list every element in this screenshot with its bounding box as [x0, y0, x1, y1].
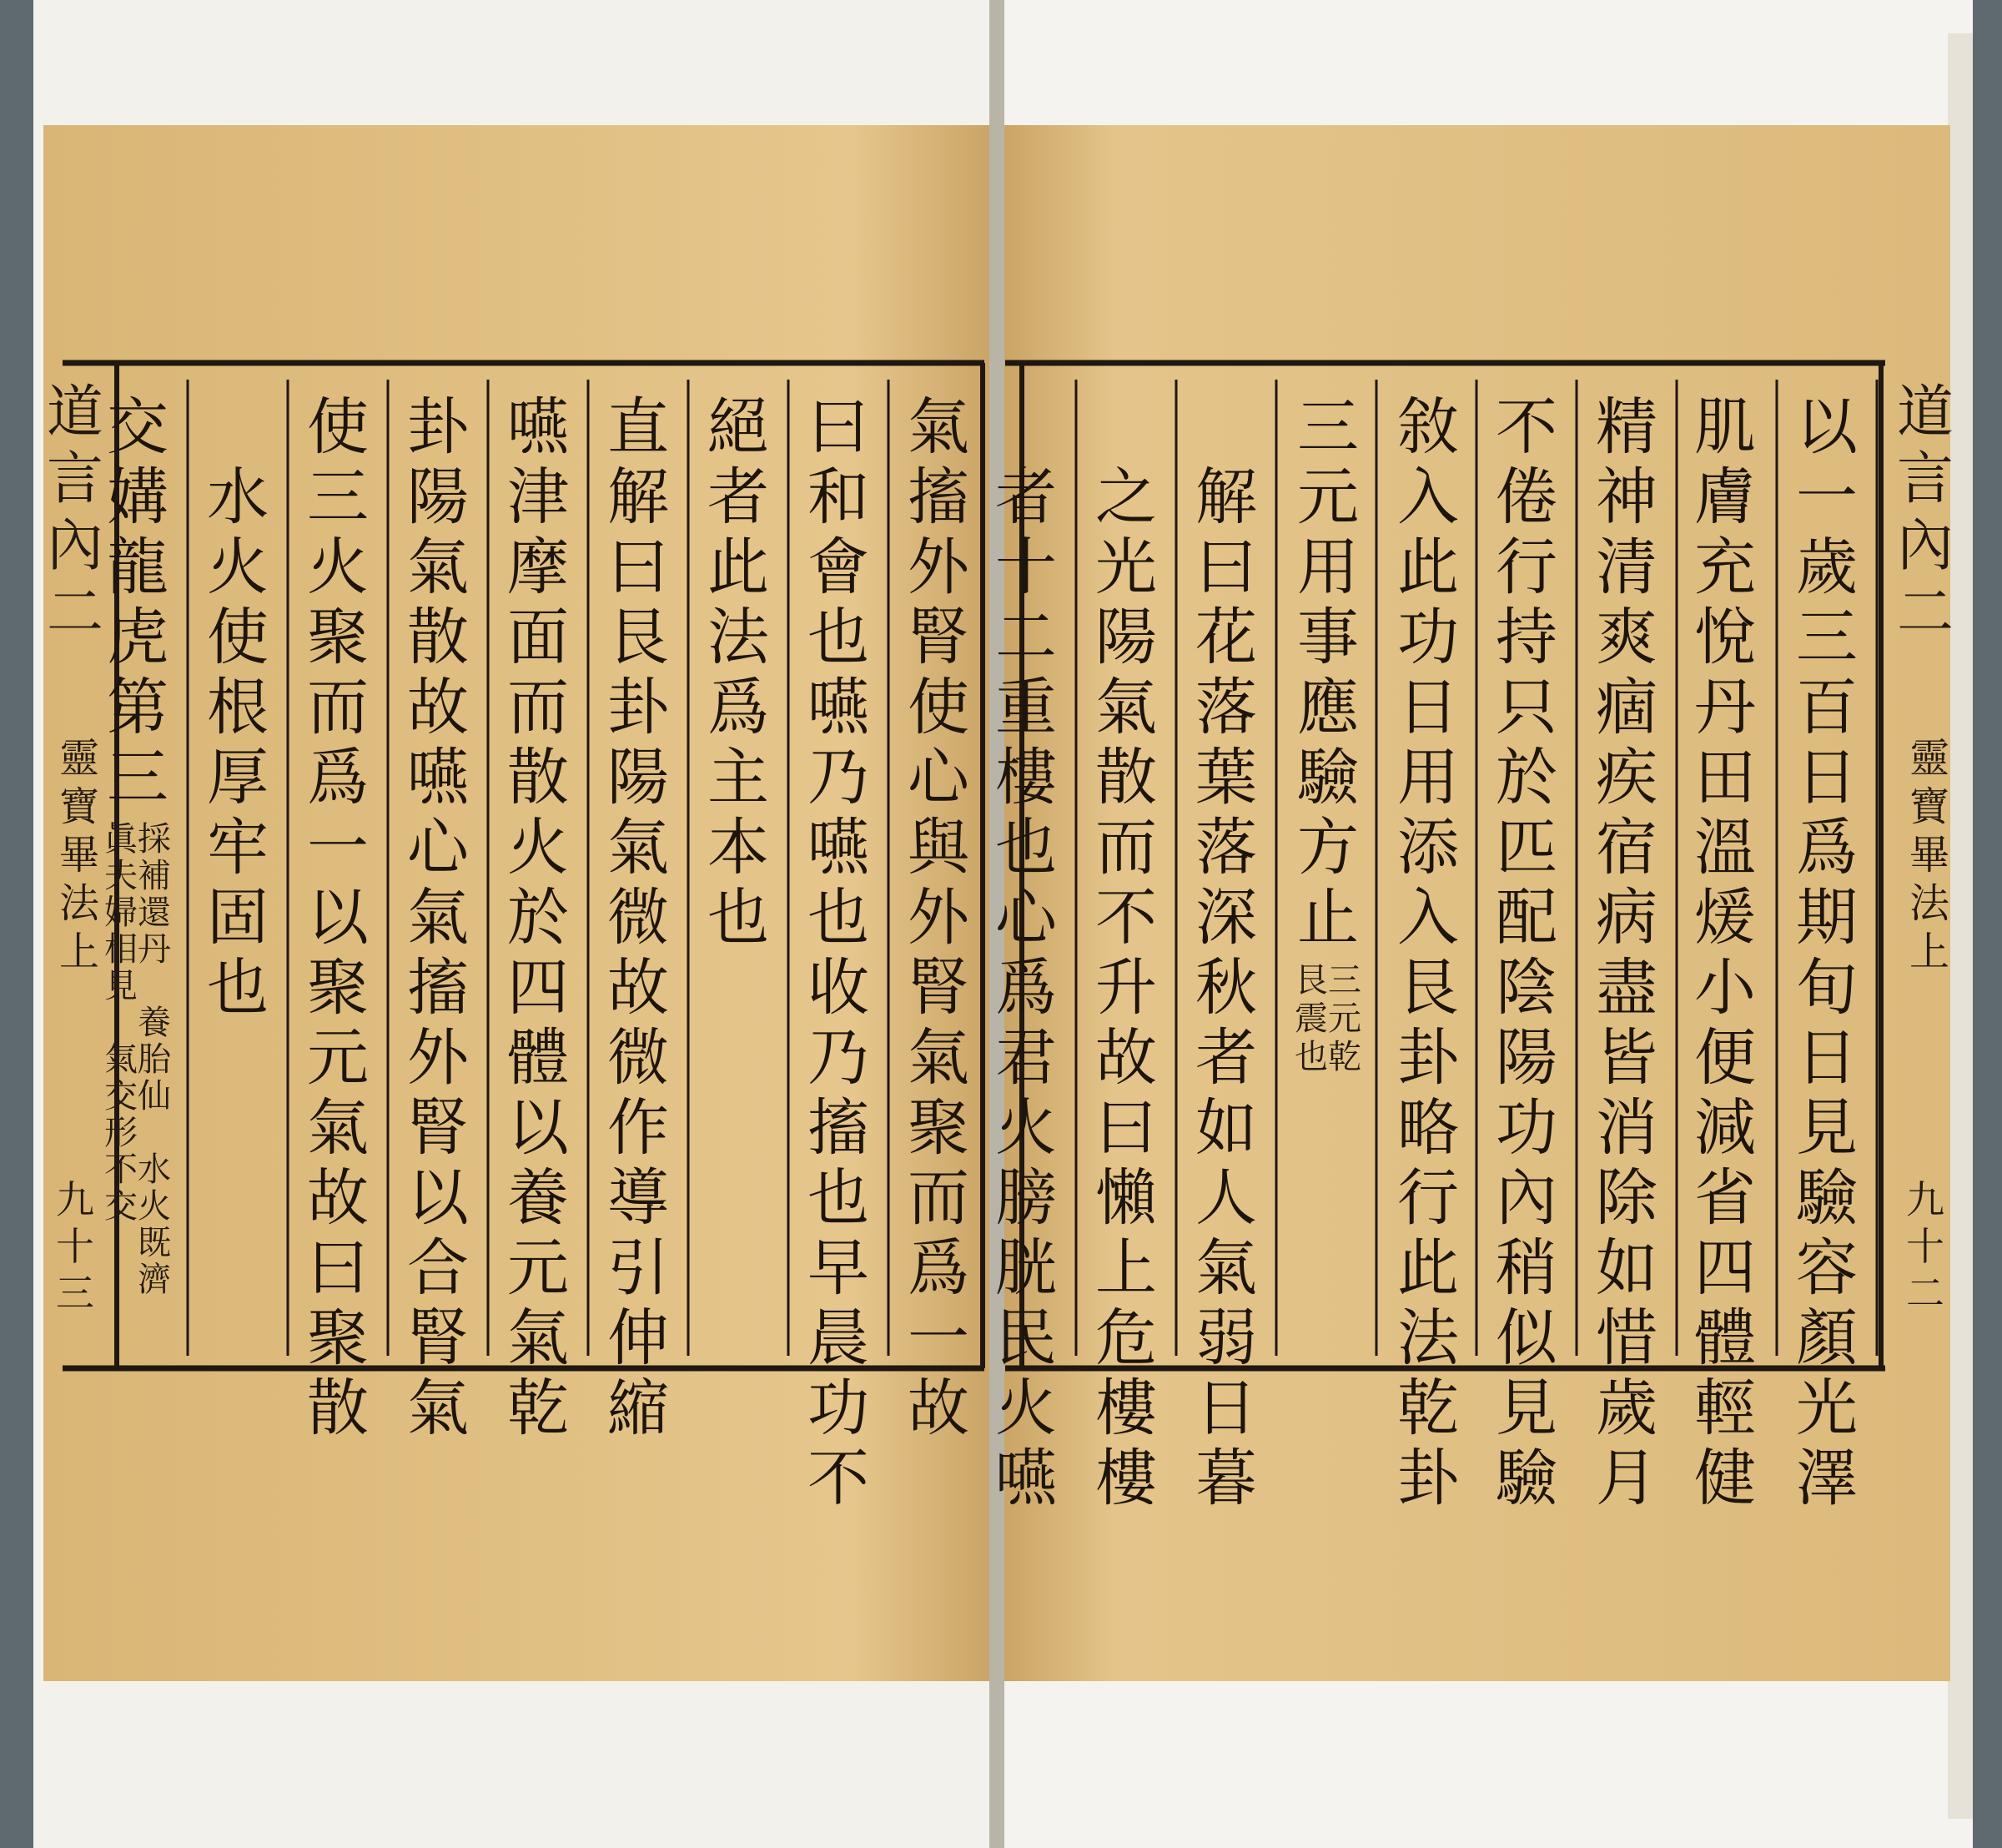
text-column: 氣 搐 外 腎 使 心 與 外 腎 氣 聚 而 爲 一 故 [908, 391, 969, 1444]
right-fore-edge [1948, 33, 1973, 1819]
text-column: 絕 者 此 法 爲 主 本 也 [707, 391, 769, 954]
text-column: 解 曰 花 落 葉 落 深 秋 者 如 人 氣 弱 日 暮 [1195, 461, 1257, 1514]
text-column: 肌 膚 充 悅 丹 田 溫 煖 小 便 減 省 四 體 輕 健 [1694, 391, 1756, 1514]
text-column: 不 倦 行 持 只 於 匹 配 陰 陽 功 內 稍 似 見 驗 [1496, 391, 1557, 1514]
text-column: 水 火 使 根 厚 牢 固 也 [207, 461, 269, 1024]
margin-chapter: 靈 寶 畢 法 上 [59, 735, 100, 975]
text-column: 嚥 津 摩 面 而 散 火 於 四 體 以 養 元 氣 乾 [507, 391, 569, 1444]
text-column: 者 十 二 重 樓 也 心 爲 君 火 膀 胱 民 火 嚥 [995, 461, 1057, 1514]
text-column: 三 元 用 事 應 驗 方 止 [1297, 391, 1359, 954]
text-column: 以 一 歲 三 百 日 爲 期 旬 日 見 驗 容 顏 光 澤 [1796, 391, 1858, 1514]
interlinear-note: 艮 震 也 [1295, 961, 1328, 1076]
margin-title: 道 言 內 二 [1897, 380, 1954, 646]
margin-page-number: 九 十 三 [56, 1177, 94, 1316]
interlinear-note: 採 補 還 丹 養 胎 仙 水 火 既 濟 [138, 820, 171, 1299]
margin-title: 道 言 內 二 [47, 380, 104, 646]
margin-page-number: 九 十 二 [1906, 1177, 1944, 1316]
text-column: 交 媾 龍 虎 第 三 [107, 391, 169, 813]
text-column: 精 神 清 爽 痼 疾 宿 病 盡 皆 消 除 如 惜 歲 月 [1596, 391, 1657, 1514]
text-column: 卦 陽 氣 散 故 嚥 心 氣 搐 外 腎 以 合 腎 氣 [407, 391, 469, 1444]
interlinear-note: 眞 夫 婦 相 見 氣 交 形 不 交 [104, 820, 138, 1226]
text-column: 直 解 曰 艮 卦 陽 氣 微 故 微 作 導 引 伸 縮 [607, 391, 669, 1444]
interlinear-note: 三 元 乾 [1328, 961, 1361, 1076]
margin-chapter: 靈 寶 畢 法 上 [1909, 735, 1950, 975]
text-column: 之 光 陽 氣 散 而 不 升 故 曰 懶 上 危 樓 樓 [1095, 461, 1157, 1514]
text-column: 使 三 火 聚 而 爲 一 以 聚 元 氣 故 曰 聚 散 [307, 391, 369, 1444]
text-column: 敘 入 此 功 日 用 添 入 艮 卦 略 行 此 法 乾 卦 [1397, 391, 1459, 1514]
text-column: 曰 和 會 也 嚥 乃 嚥 也 收 乃 搐 也 早 晨 功 不 [807, 391, 869, 1514]
